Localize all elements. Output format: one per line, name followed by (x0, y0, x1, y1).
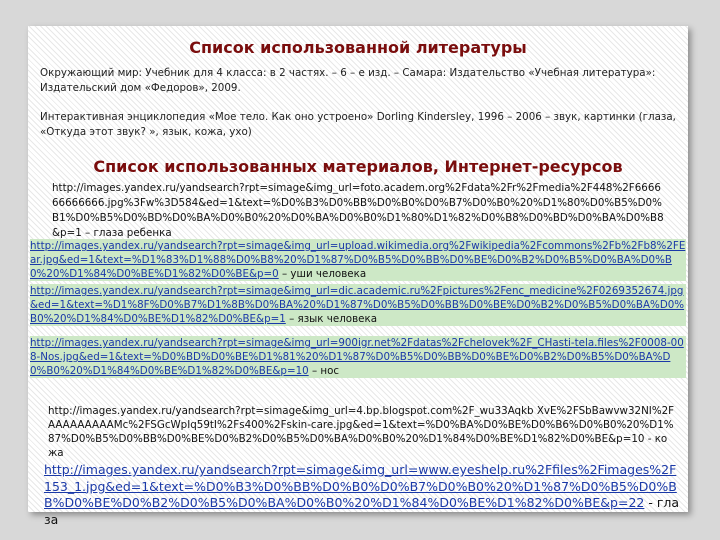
resource-url-5: http://images.yandex.ru/yandsearch?rpt=simage&img_url=4.bp.blogspot.com%2F_wu33Aqkb XvE%2FSbBawvw32NI%2FAAAAAAAAAMc%2FSGcWpIq59tI%2Fs400%2Fskin-care.jpg&ed=1&text=%D0%BA%D0%BE%D0%B6%D0%B0%20%D1%87%D0%B5%D0%BB%D0%BE%D0%B2%D0%B5%D0%BA%D0%B0%20%D1%84%D0%BE%D1%82%D0%BE&p=10 (48, 405, 675, 445)
literature-heading: Список использованной литературы (189, 38, 527, 57)
resource-caption-6: - глаза (44, 495, 680, 527)
slide (28, 26, 688, 527)
resource-item-6 (44, 462, 684, 528)
literature-item-2: Интерактивная энциклопедия «Мое тело. Как оно устроено» Dorling Kindersley, 1996 – 2006 – звук, картинки (глаза, «Откуда этот звук? », язык, кожа, ухо) (40, 111, 676, 138)
resource-item-5 (48, 404, 676, 460)
resource-link-3[interactable]: http://images.yandex.ru/yandsearch?rpt=simage&img_url=dic.academic.ru%2Fpictures%2Fenc_medicine%2F0269352674.jpg&ed=1&text=%D1%8F%D0%B7%D1%8B%D0%BA%20%D1%87%D0%B5%D0%BB%D0%BE%D0%B2%D0%B5%D0%BA%D0%B0%20%D1%84%D0%BE%D1%82%D0%BE&p=1 (30, 285, 685, 325)
resource-caption-3: – язык человека (289, 313, 378, 325)
resource-link-2[interactable]: http://images.yandex.ru/yandsearch?rpt=simage&img_url=upload.wikimedia.org%2Fwikipedia%2Fcommons%2Fb%2Fb8%2FEar.jpg&ed=1&text=%D1%83%D1%88%D0%B8%20%D1%87%D0%B5%D0%BB%D0%BE%D0%B2%D0%B5%D0%BA%D0%B0%20%D1%84%D0%BE%D1%82%D0%BE&p=0 (30, 240, 686, 280)
resource-item-1 (52, 181, 664, 241)
resources-heading: Список использованных материалов, Интернет-ресурсов (93, 157, 623, 176)
resource-link-6[interactable]: http://images.yandex.ru/yandsearch?rpt=simage&img_url=www.eyeshelp.ru%2Ffiles%2Fimages%2F153_1.jpg&ed=1&text=%D0%B3%D0%BB%D0%B0%D0%B7%D0%B0%20%D1%87%D0%B5%D0%BB%D0%BE%D0%B2%D0%B5%D0%BA%D0%B0%20%D1%84%D0%BE%D1%82%D0%BE&p=22 (44, 462, 677, 510)
resource-caption-5: - кожа (48, 433, 668, 459)
resource-url-1: http://images.yandex.ru/yandsearch?rpt=simage&img_url=foto.academ.org%2Fdata%2Fr%2Fmedia%2F448%2F666666666666.jpg%3Fw%3D584&ed=1&text=%D0%B3%D0%BB%D0%B0%D0%B7%D0%B0%20%D1%80%D0%B5%D0%B1%D0%B5%D0%BD%D0%BA%D0%B0%20%D0%BA%D0%B0%D1%80%D1%82%D0%B8%D0%BD%D0%BA%D0%B8&p=1 (52, 182, 664, 239)
resource-caption-1: – глаза ребенка (85, 227, 172, 239)
resource-item-2 (30, 239, 686, 281)
resource-item-4 (30, 336, 686, 378)
resource-caption-2: – уши человека (282, 268, 367, 280)
resource-link-4[interactable]: http://images.yandex.ru/yandsearch?rpt=simage&img_url=900igr.net%2Fdatas%2Fchelovek%2F_CHasti-tela.files%2F0008-008-Nos.jpg&ed=1&text=%D0%BD%D0%BE%D1%81%20%D1%87%D0%B5%D0%BB%D0%BE%D0%B2%D0%B5%D0%BA%D0%B0%20%D1%84%D0%BE%D1%82%D0%BE&p=10 (30, 337, 684, 377)
literature-item-1: Окружающий мир: Учебник для 4 класса: в 2 частях. – 6 – е изд. – Самара: Издательство «Учебная литература»: Издательский дом «Федоров», 2009. (40, 67, 656, 94)
resource-caption-4: – нос (311, 365, 340, 377)
resource-item-3 (30, 284, 686, 326)
